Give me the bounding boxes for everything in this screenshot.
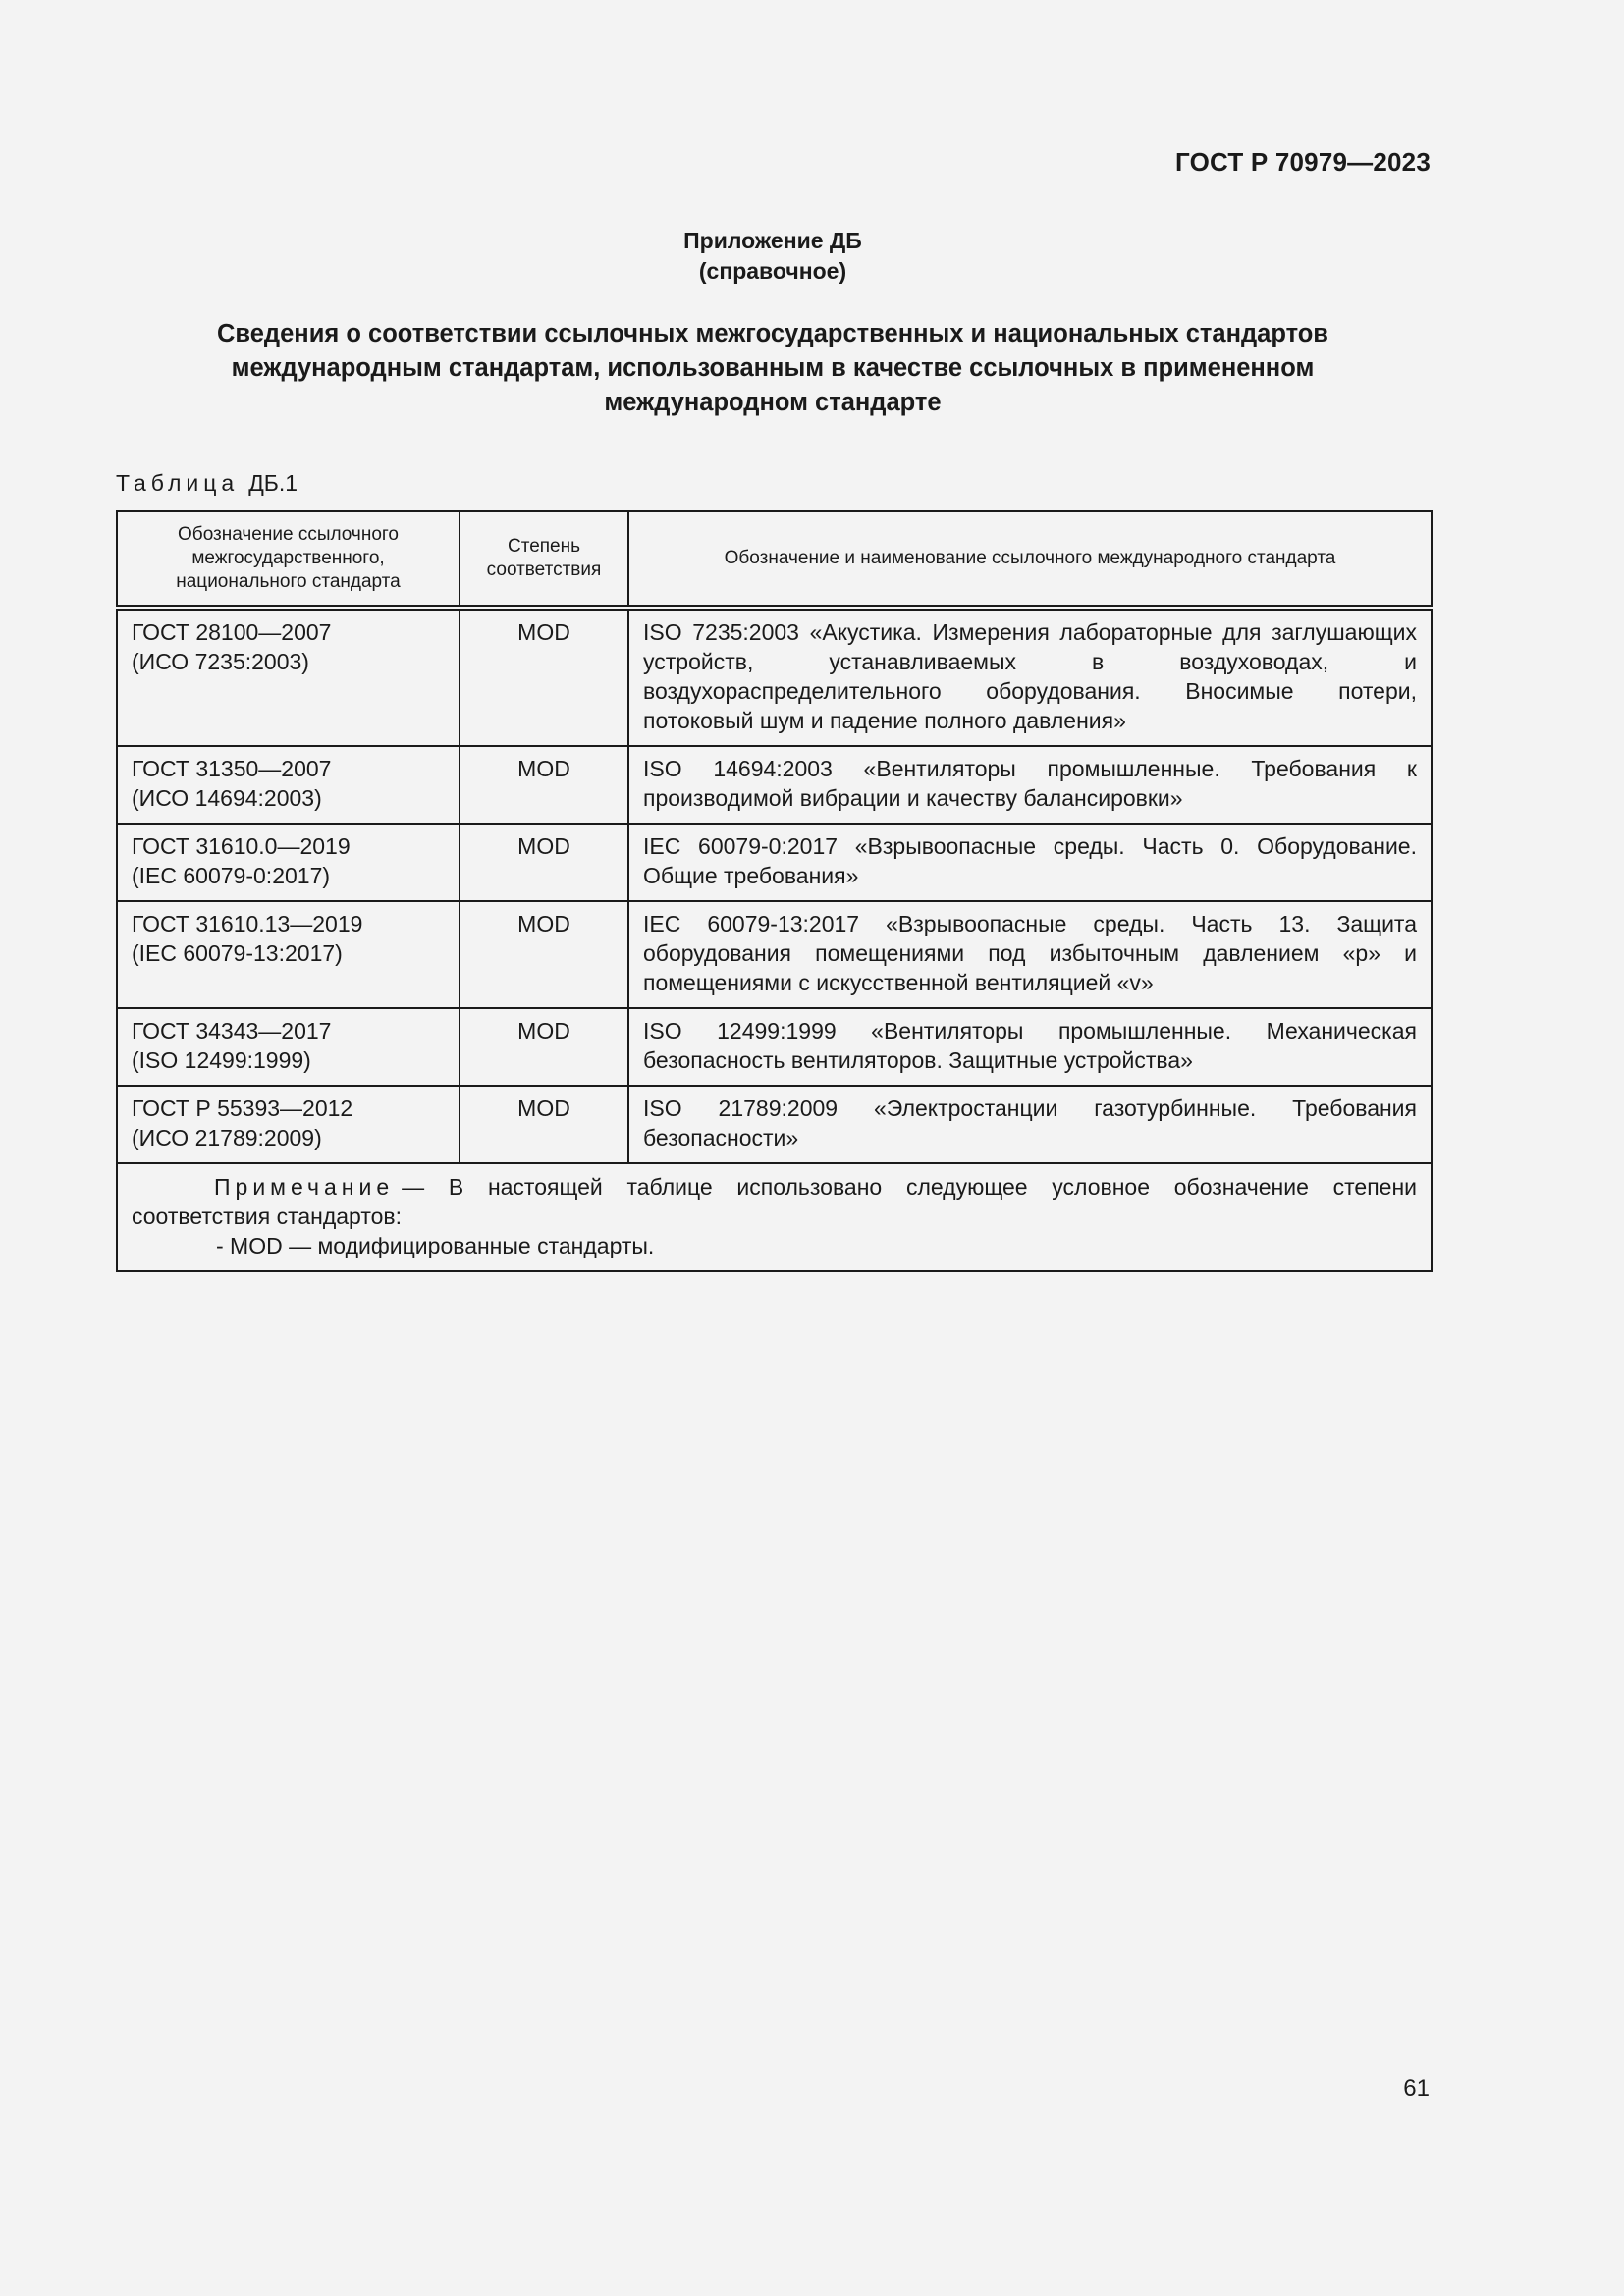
international-standard-cell: ISO 12499:1999 «Вентиляторы промышленные. Механическая безопасность вентиляторов. Защитные устройства» bbox=[628, 1008, 1432, 1086]
degree-cell: MOD bbox=[460, 608, 628, 746]
gost-cell bbox=[117, 901, 460, 1008]
page-number: 61 bbox=[1403, 2075, 1430, 2102]
table-note-row bbox=[117, 1163, 1432, 1271]
gost-cell bbox=[117, 746, 460, 824]
international-standard-cell: ISO 7235:2003 «Акустика. Измерения лабораторные для заглушающих устройств, устанавливаемых в воздуховодах, и воздухораспределительного оборудования. Вносимые потери, потоковый шум и падение полного давления» bbox=[628, 608, 1432, 746]
table-row bbox=[117, 824, 1432, 901]
gost-iso-reference: (IEC 60079-13:2017) bbox=[132, 940, 343, 966]
table-header-row bbox=[117, 511, 1432, 608]
document-title-line-2: международным стандартам, использованным в качестве ссылочных в примененном bbox=[231, 354, 1315, 382]
table-row bbox=[117, 608, 1432, 746]
table-row bbox=[117, 746, 1432, 824]
degree-cell: MOD bbox=[460, 824, 628, 901]
degree-cell: MOD bbox=[460, 901, 628, 1008]
appendix-title: Приложение ДБ bbox=[683, 228, 862, 253]
table-caption-label: Таблица bbox=[116, 470, 240, 496]
degree-cell: MOD bbox=[460, 746, 628, 824]
document-title-line-1: Сведения о соответствии ссылочных межгосударственных и национальных стандартов bbox=[217, 320, 1328, 347]
note-text-line bbox=[132, 1172, 1417, 1231]
table-row bbox=[117, 1086, 1432, 1163]
header-international-standard: Обозначение и наименование ссылочного международного стандарта bbox=[628, 511, 1432, 608]
reference-standards-table bbox=[116, 510, 1433, 1272]
table-caption bbox=[116, 470, 298, 497]
header-national-standard: Обозначение ссылочного межгосударственного, национального стандарта bbox=[117, 511, 460, 608]
gost-designation: ГОСТ 34343—2017 bbox=[132, 1018, 332, 1043]
gost-designation: ГОСТ Р 55393—2012 bbox=[132, 1095, 353, 1121]
table-row bbox=[117, 1008, 1432, 1086]
document-title bbox=[147, 317, 1398, 420]
international-standard-cell: IEC 60079-0:2017 «Взрывоопасные среды. Часть 0. Оборудование. Общие требования» bbox=[628, 824, 1432, 901]
gost-designation: ГОСТ 31610.0—2019 bbox=[132, 833, 351, 859]
gost-cell bbox=[117, 824, 460, 901]
document-code: ГОСТ Р 70979—2023 bbox=[1175, 147, 1431, 177]
table-caption-number: ДБ.1 bbox=[248, 470, 298, 496]
appendix-subtitle: (справочное) bbox=[698, 258, 847, 284]
gost-designation: ГОСТ 28100—2007 bbox=[132, 619, 332, 645]
degree-cell: MOD bbox=[460, 1008, 628, 1086]
note-label: Примечание bbox=[214, 1174, 395, 1200]
gost-iso-reference: (ИСО 14694:2003) bbox=[132, 785, 322, 811]
gost-designation: ГОСТ 31610.13—2019 bbox=[132, 911, 363, 936]
table-note bbox=[117, 1163, 1432, 1271]
note-text: — В настоящей таблице использовано следующее условное обозначение степени соответствия стандартов: bbox=[132, 1174, 1417, 1229]
international-standard-cell: ISO 14694:2003 «Вентиляторы промышленные. Требования к производимой вибрации и качеству балансировки» bbox=[628, 746, 1432, 824]
degree-cell: MOD bbox=[460, 1086, 628, 1163]
gost-iso-reference: (ИСО 7235:2003) bbox=[132, 649, 309, 674]
international-standard-cell: IEC 60079-13:2017 «Взрывоопасные среды. Часть 13. Защита оборудования помещениями под избыточным давлением «р» и помещениями с искусственной вентиляцией «v» bbox=[628, 901, 1432, 1008]
note-list-item: - MOD — модифицированные стандарты. bbox=[216, 1233, 655, 1258]
gost-iso-reference: (ISO 12499:1999) bbox=[132, 1047, 311, 1073]
international-standard-cell: ISO 21789:2009 «Электростанции газотурбинные. Требования безопасности» bbox=[628, 1086, 1432, 1163]
gost-designation: ГОСТ 31350—2007 bbox=[132, 756, 332, 781]
header-degree: Степень соответствия bbox=[460, 511, 628, 608]
gost-iso-reference: (ИСО 21789:2009) bbox=[132, 1125, 322, 1150]
gost-cell bbox=[117, 1086, 460, 1163]
table-row bbox=[117, 901, 1432, 1008]
gost-cell bbox=[117, 608, 460, 746]
appendix-heading bbox=[0, 226, 1545, 287]
gost-cell bbox=[117, 1008, 460, 1086]
gost-iso-reference: (IEC 60079-0:2017) bbox=[132, 863, 331, 888]
document-title-line-3: международном стандарте bbox=[604, 389, 942, 416]
